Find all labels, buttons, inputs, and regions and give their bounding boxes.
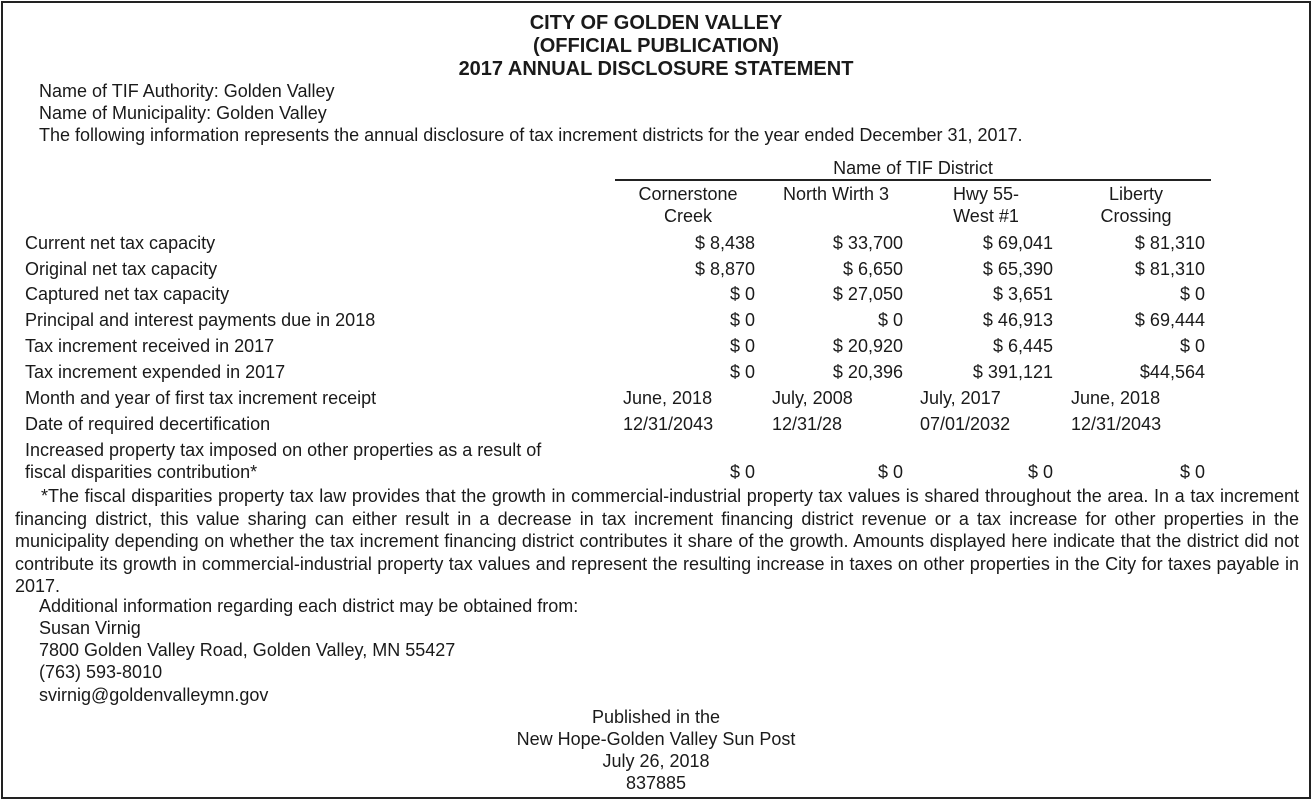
table-cell: $ 0 bbox=[877, 462, 903, 482]
contact-address: 7800 Golden Valley Road, Golden Valley, MN 55427 bbox=[39, 640, 456, 660]
table-cell: $ 391,121 bbox=[972, 362, 1053, 382]
table-cell: 07/01/2032 bbox=[920, 414, 1011, 434]
table-cell: $44,564 bbox=[1139, 362, 1205, 382]
row-label: Current net tax capacity bbox=[25, 233, 216, 253]
table-cell: June, 2018 bbox=[1071, 388, 1161, 408]
row-label: Principal and interest payments due in 2018 bbox=[25, 310, 376, 330]
table-cell: $ 46,913 bbox=[982, 310, 1053, 330]
table-cell: $ 33,700 bbox=[832, 233, 903, 253]
row-label: Original net tax capacity bbox=[25, 259, 218, 279]
district-column-header: Cornerstone Creek bbox=[638, 184, 738, 226]
table-cell: $ 69,444 bbox=[1134, 310, 1205, 330]
notice-subtitle: (OFFICIAL PUBLICATION) bbox=[533, 35, 779, 57]
table-cell: $ 27,050 bbox=[832, 284, 903, 304]
row-label: Captured net tax capacity bbox=[25, 284, 230, 304]
table-cell: July, 2017 bbox=[920, 388, 1001, 408]
table-cell: July, 2008 bbox=[772, 388, 853, 408]
table-cell: $ 8,870 bbox=[694, 259, 755, 279]
table-cell: $ 0 bbox=[729, 284, 755, 304]
table-cell: $ 65,390 bbox=[982, 259, 1053, 279]
table-cell: 12/31/28 bbox=[772, 414, 843, 434]
table-cell: $ 0 bbox=[1027, 462, 1053, 482]
tif-district-header: Name of TIF District bbox=[615, 157, 1211, 181]
table-cell: $ 81,310 bbox=[1134, 259, 1205, 279]
table-cell: $ 20,396 bbox=[832, 362, 903, 382]
table-cell: $ 20,920 bbox=[832, 336, 903, 356]
publication-line: Published in the bbox=[591, 707, 721, 727]
table-cell: 12/31/2043 bbox=[623, 414, 714, 434]
table-cell: $ 0 bbox=[877, 310, 903, 330]
contact-name: Susan Virnig bbox=[39, 618, 141, 638]
publication-id: 837885 bbox=[625, 773, 687, 793]
public-notice bbox=[1, 1, 1311, 799]
table-cell: $ 6,650 bbox=[842, 259, 903, 279]
tif-authority: Name of TIF Authority: Golden Valley bbox=[39, 81, 335, 101]
fiscal-row-label: fiscal disparities contribution* bbox=[25, 462, 258, 482]
contact-phone: (763) 593-8010 bbox=[39, 662, 163, 682]
table-cell: 12/31/2043 bbox=[1071, 414, 1162, 434]
table-cell: $ 69,041 bbox=[982, 233, 1053, 253]
table-cell: $ 0 bbox=[729, 336, 755, 356]
notice-title: CITY OF GOLDEN VALLEY bbox=[529, 12, 783, 34]
district-column-header: Hwy 55- West #1 bbox=[952, 184, 1019, 226]
table-cell: $ 0 bbox=[1179, 462, 1205, 482]
table-cell: $ 0 bbox=[729, 462, 755, 482]
publication-date: July 26, 2018 bbox=[602, 751, 710, 771]
publication-name: New Hope-Golden Valley Sun Post bbox=[516, 729, 796, 749]
table-cell: $ 0 bbox=[1179, 284, 1205, 304]
row-label: Tax increment received in 2017 bbox=[25, 336, 275, 356]
table-cell: June, 2018 bbox=[623, 388, 713, 408]
fiscal-row-label: Increased property tax imposed on other properties as a result of bbox=[25, 440, 542, 460]
statement-title: 2017 ANNUAL DISCLOSURE STATEMENT bbox=[458, 58, 854, 80]
table-cell: $ 0 bbox=[1179, 336, 1205, 356]
row-label: Month and year of first tax increment receipt bbox=[25, 388, 377, 408]
table-cell: $ 0 bbox=[729, 310, 755, 330]
district-column-header: North Wirth 3 bbox=[782, 184, 890, 204]
table-cell: $ 6,445 bbox=[992, 336, 1053, 356]
table-cell: $ 81,310 bbox=[1134, 233, 1205, 253]
fiscal-disparities-footnote: *The fiscal disparities property tax law provides that the growth in commercial-industrial property tax values is shared throughout the area. In a tax increment financing district, this value sharing can either result in a decrease in tax increment financing district revenue or a tax increase for other properties in the municipality depending on whether the tax increment financing district contributes it share of the growth. Amounts displayed here indicate that the district did not contribute its growth in commercial-industrial property tax values and represent the resulting increase in taxes on other properties in the City for taxes payable in 2017. bbox=[15, 486, 1299, 596]
table-cell: $ 3,651 bbox=[992, 284, 1053, 304]
contact-intro: Additional information regarding each district may be obtained from: bbox=[39, 596, 579, 616]
row-label: Date of required decertification bbox=[25, 414, 271, 434]
table-cell: $ 0 bbox=[729, 362, 755, 382]
table-cell: $ 8,438 bbox=[694, 233, 755, 253]
district-column-header: Liberty Crossing bbox=[1100, 184, 1172, 226]
intro-statement: The following information represents the annual disclosure of tax increment districts for the year ended December 31, 2017. bbox=[39, 125, 1023, 145]
contact-email: svirnig@goldenvalleymn.gov bbox=[39, 685, 269, 705]
row-label: Tax increment expended in 2017 bbox=[25, 362, 286, 382]
municipality: Name of Municipality: Golden Valley bbox=[39, 103, 327, 123]
